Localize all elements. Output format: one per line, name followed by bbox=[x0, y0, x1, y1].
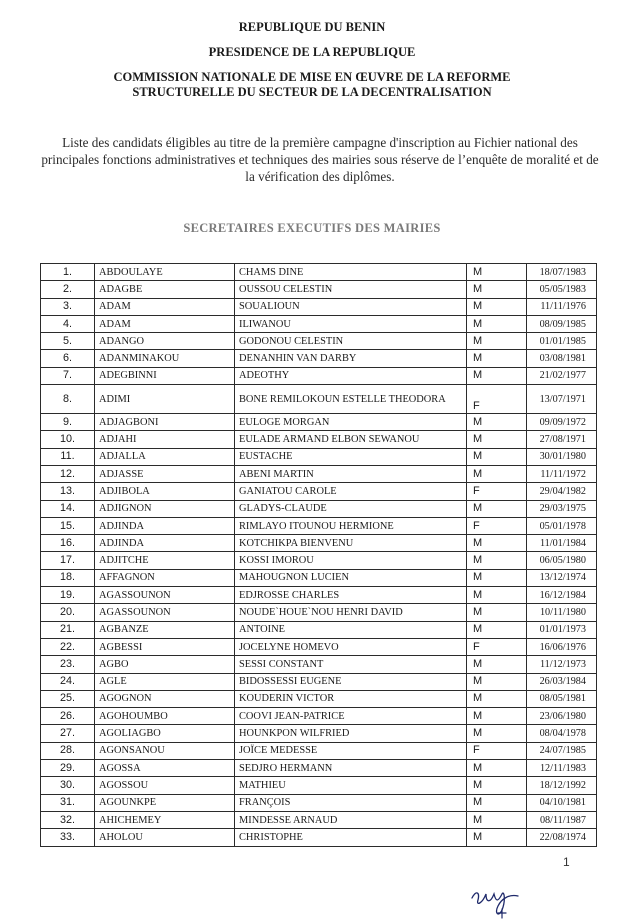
last-name-cell: AGOGNON bbox=[95, 690, 235, 707]
first-name-cell: EULADE ARMAND ELBON SEWANOU bbox=[235, 431, 467, 448]
row-number: 20. bbox=[41, 604, 95, 621]
sex-cell: M bbox=[467, 673, 527, 690]
first-name-cell: SESSI CONSTANT bbox=[235, 656, 467, 673]
sex-cell: M bbox=[467, 777, 527, 794]
birth-date-cell: 24/07/1985 bbox=[527, 742, 597, 759]
sex-cell: M bbox=[467, 708, 527, 725]
row-number: 7. bbox=[41, 367, 95, 384]
sex-cell: M bbox=[467, 760, 527, 777]
last-name-cell: ADJINDA bbox=[95, 517, 235, 534]
first-name-cell: BONE REMILOKOUN ESTELLE THEODORA bbox=[235, 385, 467, 414]
row-number: 30. bbox=[41, 777, 95, 794]
table-row bbox=[41, 465, 597, 482]
first-name-cell: ILIWANOU bbox=[235, 315, 467, 332]
first-name-cell: KOUDERIN VICTOR bbox=[235, 690, 467, 707]
birth-date-cell: 06/05/1980 bbox=[527, 552, 597, 569]
sex-cell: M bbox=[467, 690, 527, 707]
table-row bbox=[41, 777, 597, 794]
sex-cell: F bbox=[467, 517, 527, 534]
last-name-cell: ADANGO bbox=[95, 333, 235, 350]
table-row bbox=[41, 552, 597, 569]
last-name-cell: AGBO bbox=[95, 656, 235, 673]
birth-date-cell: 13/12/1974 bbox=[527, 569, 597, 586]
sex-cell: M bbox=[467, 535, 527, 552]
sex-cell: M bbox=[467, 552, 527, 569]
first-name-cell: CHAMS DINE bbox=[235, 264, 467, 281]
row-number: 25. bbox=[41, 690, 95, 707]
last-name-cell: ADAM bbox=[95, 298, 235, 315]
table-row bbox=[41, 794, 597, 811]
birth-date-cell: 16/06/1976 bbox=[527, 638, 597, 655]
first-name-cell: OUSSOU CELESTIN bbox=[235, 281, 467, 298]
last-name-cell: ADAM bbox=[95, 315, 235, 332]
first-name-cell: KOTCHIKPA BIENVENU bbox=[235, 535, 467, 552]
first-name-cell: KOSSI IMOROU bbox=[235, 552, 467, 569]
table-row bbox=[41, 535, 597, 552]
row-number: 8. bbox=[41, 385, 95, 414]
table-row bbox=[41, 690, 597, 707]
table-row bbox=[41, 604, 597, 621]
birth-date-cell: 18/12/1992 bbox=[527, 777, 597, 794]
candidates-table-body bbox=[41, 264, 597, 847]
row-number: 11. bbox=[41, 448, 95, 465]
last-name-cell: ADJINDA bbox=[95, 535, 235, 552]
first-name-cell: RIMLAYO ITOUNOU HERMIONE bbox=[235, 517, 467, 534]
last-name-cell: ADANMINAKOU bbox=[95, 350, 235, 367]
signature-initials bbox=[468, 880, 528, 920]
first-name-cell: MINDESSE ARNAUD bbox=[235, 811, 467, 828]
first-name-cell: BIDOSSESSI EUGENE bbox=[235, 673, 467, 690]
row-number: 18. bbox=[41, 569, 95, 586]
sex-cell: M bbox=[467, 725, 527, 742]
table-row bbox=[41, 281, 597, 298]
birth-date-cell: 09/09/1972 bbox=[527, 414, 597, 431]
birth-date-cell: 11/11/1976 bbox=[527, 298, 597, 315]
country-heading: REPUBLIQUE DU BENIN bbox=[238, 20, 386, 34]
table-row bbox=[41, 708, 597, 725]
birth-date-cell: 05/05/1983 bbox=[527, 281, 597, 298]
birth-date-cell: 01/01/1973 bbox=[527, 621, 597, 638]
birth-date-cell: 23/06/1980 bbox=[527, 708, 597, 725]
table-row bbox=[41, 448, 597, 465]
intro-paragraph: Liste des candidats éligibles au titre de la première campagne d'inscription au Fichier national des principales fonctions administratives et techniques des mairies sous réserve de l’enquête de moralité et de la vérification des diplômes. bbox=[41, 135, 599, 184]
first-name-cell: MAHOUGNON LUCIEN bbox=[235, 569, 467, 586]
last-name-cell: AGOHOUMBO bbox=[95, 708, 235, 725]
birth-date-cell: 08/05/1981 bbox=[527, 690, 597, 707]
first-name-cell: JOÏCE MEDESSE bbox=[235, 742, 467, 759]
table-row bbox=[41, 760, 597, 777]
sex-cell: M bbox=[467, 431, 527, 448]
table-row bbox=[41, 587, 597, 604]
last-name-cell: AGOLIAGBO bbox=[95, 725, 235, 742]
sex-cell: M bbox=[467, 315, 527, 332]
row-number: 2. bbox=[41, 281, 95, 298]
first-name-cell: SOUALIOUN bbox=[235, 298, 467, 315]
birth-date-cell: 05/01/1978 bbox=[527, 517, 597, 534]
table-row bbox=[41, 431, 597, 448]
first-name-cell: HOUNKPON WILFRIED bbox=[235, 725, 467, 742]
first-name-cell: MATHIEU bbox=[235, 777, 467, 794]
birth-date-cell: 01/01/1985 bbox=[527, 333, 597, 350]
last-name-cell: ADJALLA bbox=[95, 448, 235, 465]
birth-date-cell: 08/09/1985 bbox=[527, 315, 597, 332]
sex-cell: M bbox=[467, 587, 527, 604]
table-row bbox=[41, 638, 597, 655]
birth-date-cell: 12/11/1983 bbox=[527, 760, 597, 777]
birth-date-cell: 27/08/1971 bbox=[527, 431, 597, 448]
sex-cell: M bbox=[467, 350, 527, 367]
birth-date-cell: 26/03/1984 bbox=[527, 673, 597, 690]
sex-cell: F bbox=[467, 483, 527, 500]
first-name-cell: COOVI JEAN-PATRICE bbox=[235, 708, 467, 725]
table-row bbox=[41, 500, 597, 517]
sex-cell: F bbox=[467, 638, 527, 655]
table-row bbox=[41, 673, 597, 690]
last-name-cell: AGASSOUNON bbox=[95, 587, 235, 604]
sex-cell: M bbox=[467, 333, 527, 350]
last-name-cell: AHICHEMEY bbox=[95, 811, 235, 828]
candidates-table bbox=[40, 263, 597, 847]
row-number: 17. bbox=[41, 552, 95, 569]
table-row bbox=[41, 569, 597, 586]
last-name-cell: AGOUNKPE bbox=[95, 794, 235, 811]
sex-cell: M bbox=[467, 414, 527, 431]
sex-cell: F bbox=[467, 385, 527, 414]
last-name-cell: ADJASSE bbox=[95, 465, 235, 482]
first-name-cell: GANIATOU CAROLE bbox=[235, 483, 467, 500]
first-name-cell: DENANHIN VAN DARBY bbox=[235, 350, 467, 367]
birth-date-cell: 29/04/1982 bbox=[527, 483, 597, 500]
first-name-cell: ADEOTHY bbox=[235, 367, 467, 384]
table-row bbox=[41, 811, 597, 828]
birth-date-cell: 11/01/1984 bbox=[527, 535, 597, 552]
row-number: 13. bbox=[41, 483, 95, 500]
table-row bbox=[41, 483, 597, 500]
row-number: 16. bbox=[41, 535, 95, 552]
sex-cell: M bbox=[467, 298, 527, 315]
row-number: 4. bbox=[41, 315, 95, 332]
birth-date-cell: 10/11/1980 bbox=[527, 604, 597, 621]
last-name-cell: ADAGBE bbox=[95, 281, 235, 298]
birth-date-cell: 18/07/1983 bbox=[527, 264, 597, 281]
table-row bbox=[41, 517, 597, 534]
table-row bbox=[41, 656, 597, 673]
row-number: 33. bbox=[41, 829, 95, 846]
table-row bbox=[41, 385, 597, 414]
birth-date-cell: 13/07/1971 bbox=[527, 385, 597, 414]
row-number: 22. bbox=[41, 638, 95, 655]
last-name-cell: AGLE bbox=[95, 673, 235, 690]
presidency-heading: PRESIDENCE DE LA REPUBLIQUE bbox=[208, 45, 416, 59]
row-number: 26. bbox=[41, 708, 95, 725]
table-row bbox=[41, 742, 597, 759]
row-number: 9. bbox=[41, 414, 95, 431]
first-name-cell: GODONOU CELESTIN bbox=[235, 333, 467, 350]
last-name-cell: AGBANZE bbox=[95, 621, 235, 638]
sex-cell: M bbox=[467, 604, 527, 621]
last-name-cell: AGONSANOU bbox=[95, 742, 235, 759]
birth-date-cell: 30/01/1980 bbox=[527, 448, 597, 465]
first-name-cell: CHRISTOPHE bbox=[235, 829, 467, 846]
row-number: 12. bbox=[41, 465, 95, 482]
row-number: 28. bbox=[41, 742, 95, 759]
sex-cell: M bbox=[467, 367, 527, 384]
first-name-cell: EUSTACHE bbox=[235, 448, 467, 465]
row-number: 15. bbox=[41, 517, 95, 534]
first-name-cell: ANTOINE bbox=[235, 621, 467, 638]
sex-cell: M bbox=[467, 569, 527, 586]
sex-cell: M bbox=[467, 621, 527, 638]
last-name-cell: AFFAGNON bbox=[95, 569, 235, 586]
row-number: 24. bbox=[41, 673, 95, 690]
last-name-cell: AGASSOUNON bbox=[95, 604, 235, 621]
birth-date-cell: 21/02/1977 bbox=[527, 367, 597, 384]
page-number: 1 bbox=[563, 855, 570, 869]
last-name-cell: AHOLOU bbox=[95, 829, 235, 846]
sex-cell: M bbox=[467, 500, 527, 517]
table-row bbox=[41, 621, 597, 638]
birth-date-cell: 04/10/1981 bbox=[527, 794, 597, 811]
sex-cell: M bbox=[467, 264, 527, 281]
row-number: 5. bbox=[41, 333, 95, 350]
last-name-cell: AGBESSI bbox=[95, 638, 235, 655]
row-number: 19. bbox=[41, 587, 95, 604]
sex-cell: M bbox=[467, 281, 527, 298]
last-name-cell: ADJIGNON bbox=[95, 500, 235, 517]
last-name-cell: AGOSSA bbox=[95, 760, 235, 777]
birth-date-cell: 03/08/1981 bbox=[527, 350, 597, 367]
last-name-cell: AGOSSOU bbox=[95, 777, 235, 794]
commission-heading-line2: STRUCTURELLE DU SECTEUR DE LA DECENTRALISATION bbox=[132, 85, 492, 99]
row-number: 14. bbox=[41, 500, 95, 517]
sex-cell: M bbox=[467, 829, 527, 846]
birth-date-cell: 11/11/1972 bbox=[527, 465, 597, 482]
sex-cell: M bbox=[467, 811, 527, 828]
last-name-cell: ABDOULAYE bbox=[95, 264, 235, 281]
birth-date-cell: 08/04/1978 bbox=[527, 725, 597, 742]
first-name-cell: EULOGE MORGAN bbox=[235, 414, 467, 431]
table-row bbox=[41, 367, 597, 384]
sex-cell: M bbox=[467, 794, 527, 811]
table-row bbox=[41, 350, 597, 367]
row-number: 27. bbox=[41, 725, 95, 742]
table-row bbox=[41, 264, 597, 281]
sex-cell: F bbox=[467, 742, 527, 759]
table-row bbox=[41, 414, 597, 431]
row-number: 3. bbox=[41, 298, 95, 315]
sex-cell: M bbox=[467, 448, 527, 465]
table-row bbox=[41, 829, 597, 846]
sex-cell: M bbox=[467, 656, 527, 673]
row-number: 21. bbox=[41, 621, 95, 638]
first-name-cell: JOCELYNE HOMEVO bbox=[235, 638, 467, 655]
last-name-cell: ADJAGBONI bbox=[95, 414, 235, 431]
row-number: 6. bbox=[41, 350, 95, 367]
row-number: 10. bbox=[41, 431, 95, 448]
section-title: SECRETAIRES EXECUTIFS DES MAIRIES bbox=[183, 221, 441, 235]
row-number: 23. bbox=[41, 656, 95, 673]
last-name-cell: ADJIBOLA bbox=[95, 483, 235, 500]
sex-cell: M bbox=[467, 465, 527, 482]
row-number: 31. bbox=[41, 794, 95, 811]
table-row bbox=[41, 725, 597, 742]
last-name-cell: ADJAHI bbox=[95, 431, 235, 448]
birth-date-cell: 11/12/1973 bbox=[527, 656, 597, 673]
first-name-cell: GLADYS-CLAUDE bbox=[235, 500, 467, 517]
table-row bbox=[41, 333, 597, 350]
table-row bbox=[41, 315, 597, 332]
first-name-cell: NOUDE`HOUE`NOU HENRI DAVID bbox=[235, 604, 467, 621]
first-name-cell: SEDJRO HERMANN bbox=[235, 760, 467, 777]
birth-date-cell: 08/11/1987 bbox=[527, 811, 597, 828]
first-name-cell: FRANÇOIS bbox=[235, 794, 467, 811]
first-name-cell: ABENI MARTIN bbox=[235, 465, 467, 482]
last-name-cell: ADIMI bbox=[95, 385, 235, 414]
row-number: 32. bbox=[41, 811, 95, 828]
row-number: 1. bbox=[41, 264, 95, 281]
birth-date-cell: 22/08/1974 bbox=[527, 829, 597, 846]
table-row bbox=[41, 298, 597, 315]
last-name-cell: ADEGBINNI bbox=[95, 367, 235, 384]
last-name-cell: ADJITCHE bbox=[95, 552, 235, 569]
birth-date-cell: 16/12/1984 bbox=[527, 587, 597, 604]
commission-heading-line1: COMMISSION NATIONALE DE MISE EN ŒUVRE DE LA REFORME bbox=[113, 70, 511, 84]
row-number: 29. bbox=[41, 760, 95, 777]
first-name-cell: EDJROSSE CHARLES bbox=[235, 587, 467, 604]
birth-date-cell: 29/03/1975 bbox=[527, 500, 597, 517]
